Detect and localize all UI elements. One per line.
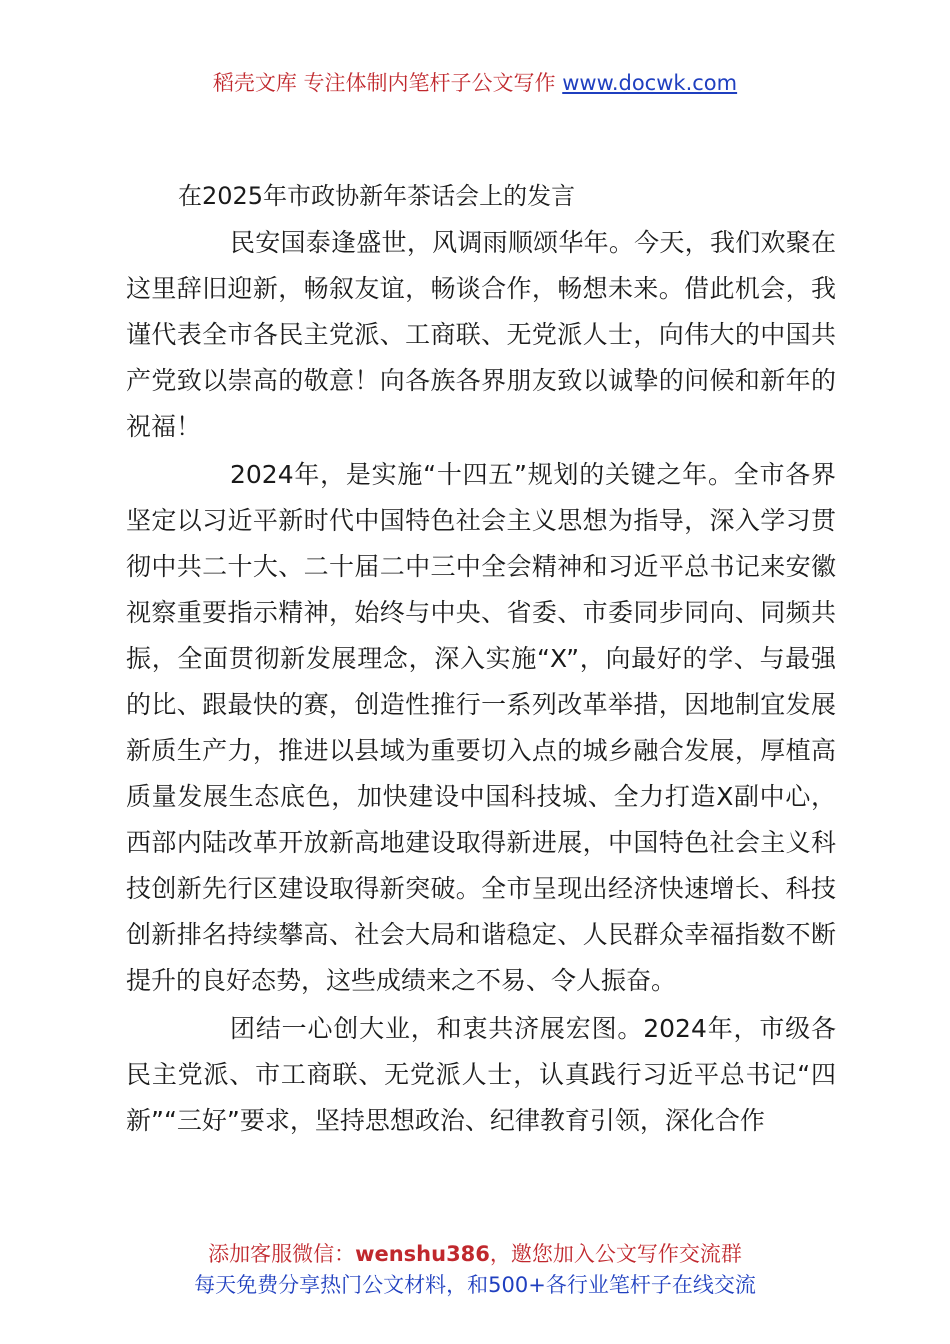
promo-footer bbox=[0, 1239, 950, 1301]
document-title: 在2025年市政协新年茶话会上的发言 bbox=[178, 182, 576, 210]
wechat-id: wenshu386 bbox=[355, 1242, 490, 1266]
footer-contact-prefix: 添加客服微信： bbox=[208, 1242, 356, 1266]
paragraph: 团结一心创大业，和衷共济展宏图。2024年，市级各民主党派、市工商联、无党派人士，认真践行习近平总书记“四新”“三好”要求，坚持思想政治、纪律教育引领，深化合作 bbox=[126, 1014, 836, 1135]
paragraph: 2024年，是实施“十四五”规划的关键之年。全市各界坚定以习近平新时代中国特色社会主义思想为指导，深入学习贯彻中共二十大、二十届二中三中全会精神和习近平总书记来安徽视察重要指示精神，始终与中央、省委、市委同步同向、同频共振，全面贯彻新发展理念，深入实施“X”，向最好的学、与最强的比、跟最快的赛，创造性推行一系列改革举措，因地制宜发展新质生产力，推进以县域为重要切入点的城乡融合发展，厚植高质量发展生态底色，加快建设中国科技城、全力打造X副中心，西部内陆改革开放新高地建设取得新进展，中国特色社会主义科技创新先行区建设取得新突破。全市呈现出经济快速增长、科技创新排名持续攀高、社会大局和谐稳定、人民群众幸福指数不断提升的良好态势，这些成绩来之不易、令人振奋。 bbox=[126, 460, 836, 995]
document-body bbox=[126, 174, 836, 1144]
site-slogan: 稻壳文库 专注体制内笔杆子公文写作 bbox=[212, 71, 563, 95]
footer-contact-suffix: ，邀您加入公文写作交流群 bbox=[489, 1242, 742, 1266]
footer-share-line: 每天免费分享热门公文材料，和500+各行业笔杆子在线交流 bbox=[194, 1273, 756, 1297]
site-header bbox=[0, 68, 950, 98]
paragraph: 民安国泰逢盛世，风调雨顺颂华年。今天，我们欢聚在这里辞旧迎新，畅叙友谊，畅谈合作，畅想未来。借此机会，我谨代表全市各民主党派、工商联、无党派人士，向伟大的中国共产党致以崇高的敬意！向各族各界朋友致以诚挚的问候和新年的祝福！ bbox=[126, 228, 836, 441]
site-url-link[interactable]: www.docwk.com bbox=[562, 71, 738, 95]
footer-contact-line bbox=[0, 1239, 950, 1270]
